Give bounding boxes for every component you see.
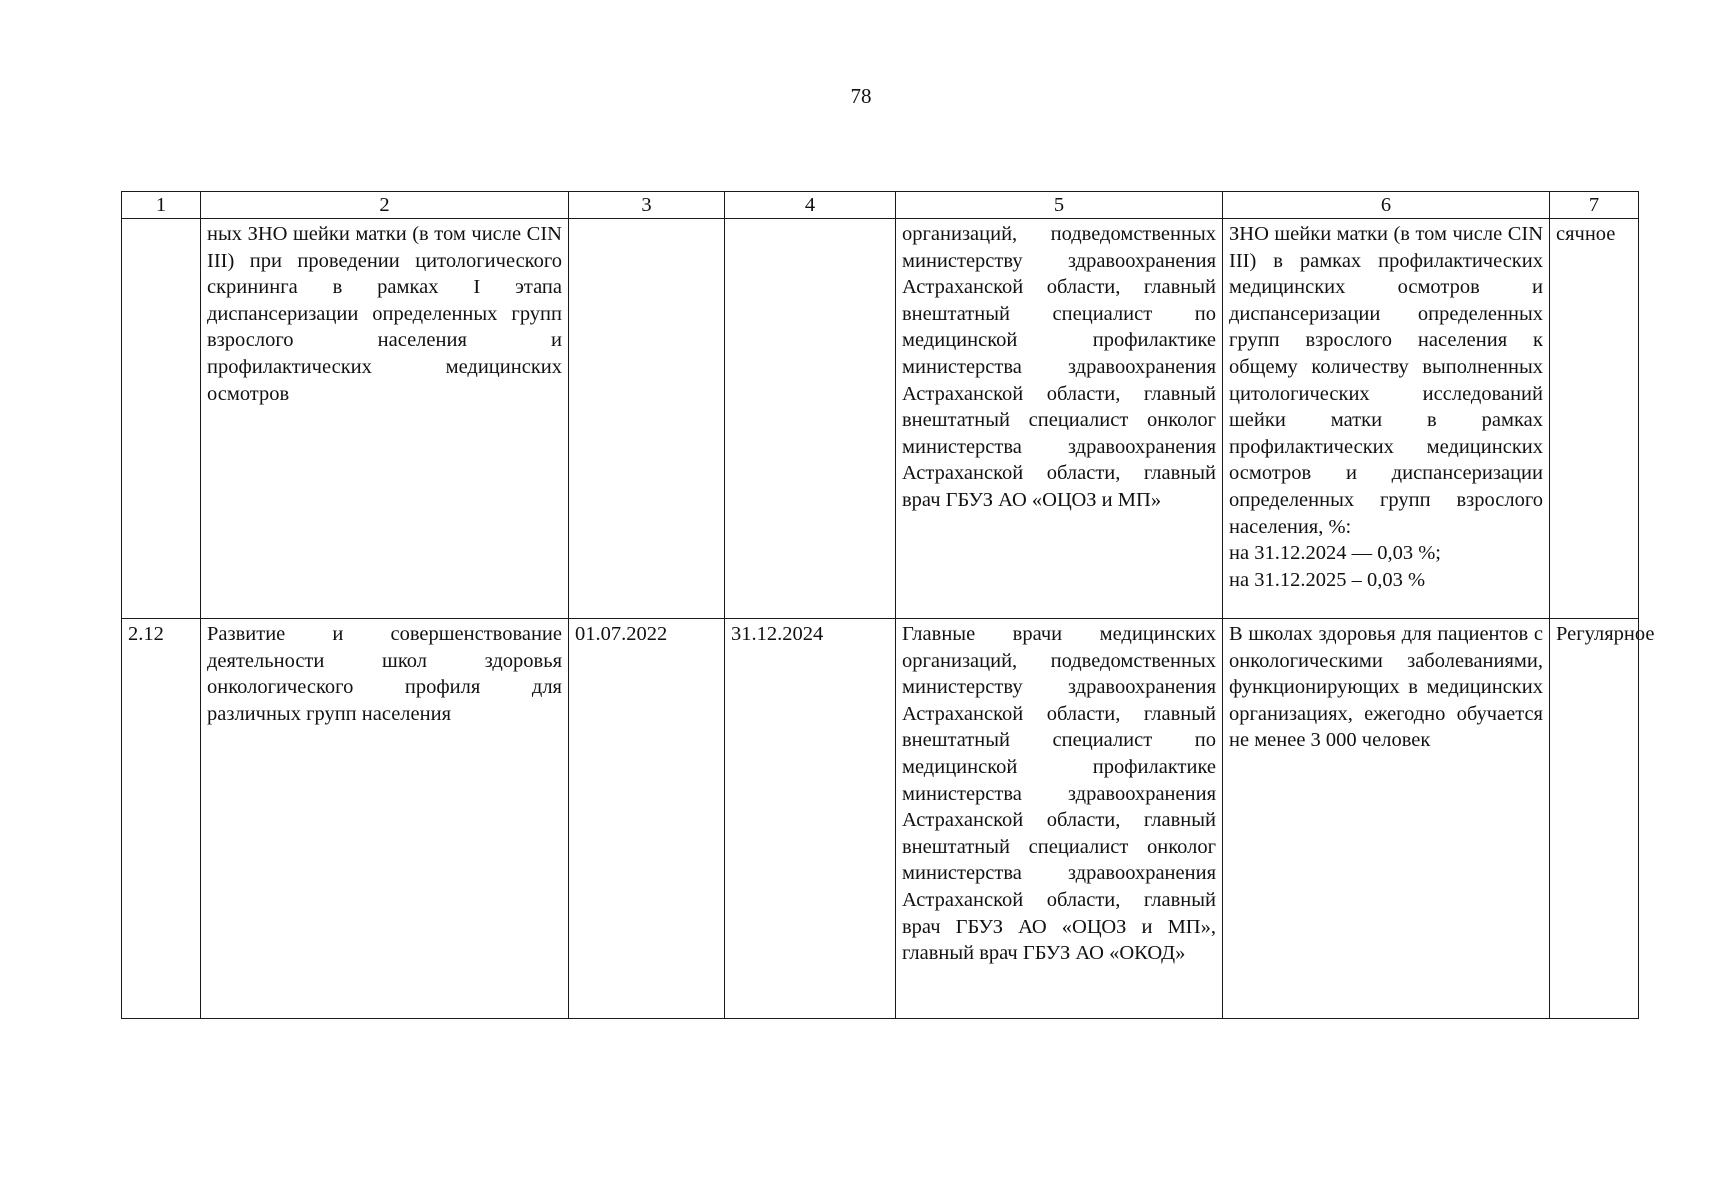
row-number-cell [122,219,201,619]
result-cell [1223,219,1550,619]
header-row [122,192,1639,219]
action-cell: Развитие и совершенствование деятельности школ здоровья онкологического профиля для различных групп населения [201,619,569,1019]
responsible-cell: организаций, подведомственных министерству здравоохранения Астраханской области, главный внештатный специалист по медицинской профилактике министерства здравоохранения Астраханской области, главный внештатный специалист онколог министерства здравоохранения Астраханской области, главный врач ГБУЗ АО «ОЦОЗ и МП» [896,219,1223,619]
responsible-cell: Главные врачи медицинских организаций, подведомственных министерству здравоохранения Астраханской области, главный внештатный специалист по медицинской профилактике министерства здравоохранения Астраханской области, главный внештатный специалист онколог министерства здравоохранения Астраханской области, главный врач ГБУЗ АО «ОЦОЗ и МП», главный врач ГБУЗ АО «ОКОД» [896,619,1223,1019]
column-header-7: 7 [1550,192,1639,219]
column-header-3: 3 [569,192,725,219]
start-date-cell [569,219,725,619]
activity-table [121,191,1655,1019]
end-date-cell [725,219,896,619]
action-cell: ных ЗНО шейки матки (в том числе CIN III) при проведении цитологического скрининга в рамках I этапа диспансеризации определенных групп взрослого населения и профилактических медицинских осмотров [201,219,569,619]
column-header-4: 4 [725,192,896,219]
column-header-2: 2 [201,192,569,219]
end-date-cell: 31.12.2024 [725,619,896,1019]
result-text: ЗНО шейки матки (в том числе CIN III) в рамках профилактических медицинских осмотров и диспансеризации определенных групп взрослого населения к общему количеству выполненных цитологических исследований шейки матки в рамках профилактических медицинских осмотров и диспансеризации определенных групп взрослого населения, %: [1229,223,1543,538]
result-value-2024: на 31.12.2024 — 0,03 %; [1229,542,1441,565]
periodicity-cell: Регулярное [1550,619,1639,1019]
start-date-cell: 01.07.2022 [569,619,725,1019]
result-cell: В школах здоровья для пациентов с онкологическими заболеваниями, функционирующих в медицинских организациях, ежегодно обучается не менее 3 000 человек [1223,619,1550,1019]
periodicity-cell: сячное [1550,219,1639,619]
column-header-1: 1 [122,192,201,219]
table-row [122,619,1639,1019]
table-row [122,219,1639,619]
page-number: 78 [850,84,872,108]
result-value-2025: на 31.12.2025 – 0,03 % [1229,568,1426,591]
column-header-5: 5 [896,192,1223,219]
column-header-6: 6 [1223,192,1550,219]
row-number-cell: 2.12 [122,619,201,1019]
